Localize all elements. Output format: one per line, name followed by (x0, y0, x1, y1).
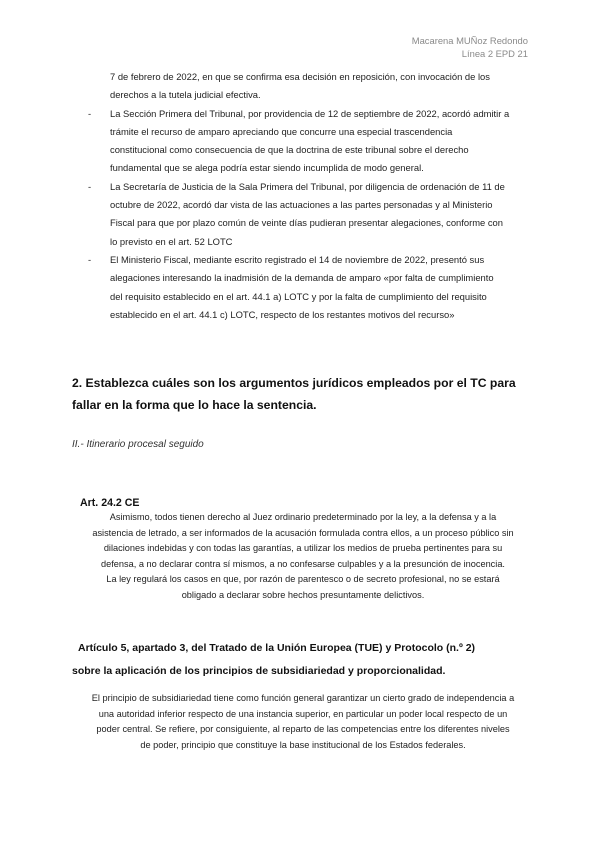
header-subtitle: Línea 2 EPD 21 (461, 48, 528, 59)
list-item (88, 178, 528, 251)
text-line: lo previsto en el art. 52 LOTC (110, 235, 233, 247)
text-line: defensa, a no declarar contra sí mismos, a no confesarse culpables y a la presunción de inocencia. (101, 558, 505, 569)
article-5-title (72, 637, 534, 682)
text-line: trámite el recurso de amparo apreciando que concurre una especial trascendencia (110, 125, 453, 137)
text-line: establecido en el art. 44.1 c) LOTC, respecto de los restantes motivos del recurso» (110, 308, 455, 320)
question-heading (72, 372, 532, 416)
text-line: del requisito establecido en el art. 44.1 a) LOTC y por la falta de cumplimiento del requisito (110, 290, 487, 302)
text-line: octubre de 2022, acordó dar vista de las actuaciones a las partes personadas y al Ministerio (110, 199, 493, 211)
dash-bullet: - (88, 107, 92, 119)
text-line: fundamental que se alega podría estar siendo incumplida de modo general. (110, 162, 424, 174)
text-line: El principio de subsidiariedad tiene como función general garantizar un cierto grado de independencia a (91, 693, 515, 703)
list-item (88, 251, 528, 324)
heading-line: 2. Establezca cuáles son los argumentos jurídicos empleados por el TC para (72, 376, 516, 390)
dash-bullet: - (88, 253, 92, 265)
article-5-text (72, 691, 534, 753)
itinerary-subheading: II.- Itinerario procesal seguido (72, 439, 204, 450)
text-line: dilaciones indebidas y con todas las garantías, a utilizar los medios de prueba pertinentes para su (103, 543, 503, 554)
text-line: La Secretaría de Justicia de la Sala Primera del Tribunal, por diligencia de ordenación de 11 de (110, 180, 505, 192)
list-item (88, 105, 528, 178)
procedure-list (88, 68, 528, 324)
text-line: una autoridad inferior respecto de una instancia superior, en particular un poder local respecto de un (98, 708, 508, 719)
dash-bullet: - (88, 180, 92, 192)
text-line: El Ministerio Fiscal, mediante escrito registrado el 14 de noviembre de 2022, presentó sus (110, 253, 485, 265)
continued-text (88, 68, 528, 105)
text-line: de poder, principio que constituye la base institucional de los Estados federales. (140, 739, 466, 750)
text-line: 7 de febrero de 2022, en que se confirma esa decisión en reposición, con invocación de los (110, 71, 490, 82)
article-24-text (72, 510, 534, 604)
text-line: Fiscal para que por plazo común de veinte días pudieran presentar alegaciones, conforme con (110, 217, 503, 229)
author-name: Macarena MUÑoz Redondo (411, 35, 528, 46)
article-24-title: Art. 24.2 CE (80, 497, 140, 509)
text-line: derechos a la tutela judicial efectiva. (110, 89, 261, 101)
heading-line: Artículo 5, apartado 3, del Tratado de la Unión Europea (TUE) y Protocolo (n.º 2) (78, 642, 476, 654)
text-line: constitucional como consecuencia de que la doctrina de este tribunal sobre el derecho (110, 144, 469, 156)
text-line: obligado a declarar sobre hechos presuntamente delictivos. (181, 589, 425, 600)
heading-line: sobre la aplicación de los principios de subsidiariedad y proporcionalidad. (72, 664, 446, 677)
heading-line: fallar en la forma que lo hace la sentencia. (72, 398, 317, 412)
text-line: Asimismo, todos tienen derecho al Juez ordinario predeterminado por la ley, a la defensa y a la (109, 512, 497, 522)
text-line: alegaciones interesando la inadmisión de la demanda de amparo «por falta de cumplimiento (110, 272, 494, 284)
text-line: La Sección Primera del Tribunal, por providencia de 12 de septiembre de 2022, acordó admitir a (110, 107, 510, 119)
text-line: La ley regulará los casos en que, por razón de parentesco o de secreto profesional, no se estará (106, 574, 500, 585)
text-line: poder central. Se refiere, por consiguiente, al reparto de las competencias entre los diferentes niveles (96, 724, 510, 735)
text-line: asistencia de letrado, a ser informados de la acusación formulada contra ellos, a un proceso público sin (92, 527, 514, 538)
page-header (412, 34, 528, 60)
